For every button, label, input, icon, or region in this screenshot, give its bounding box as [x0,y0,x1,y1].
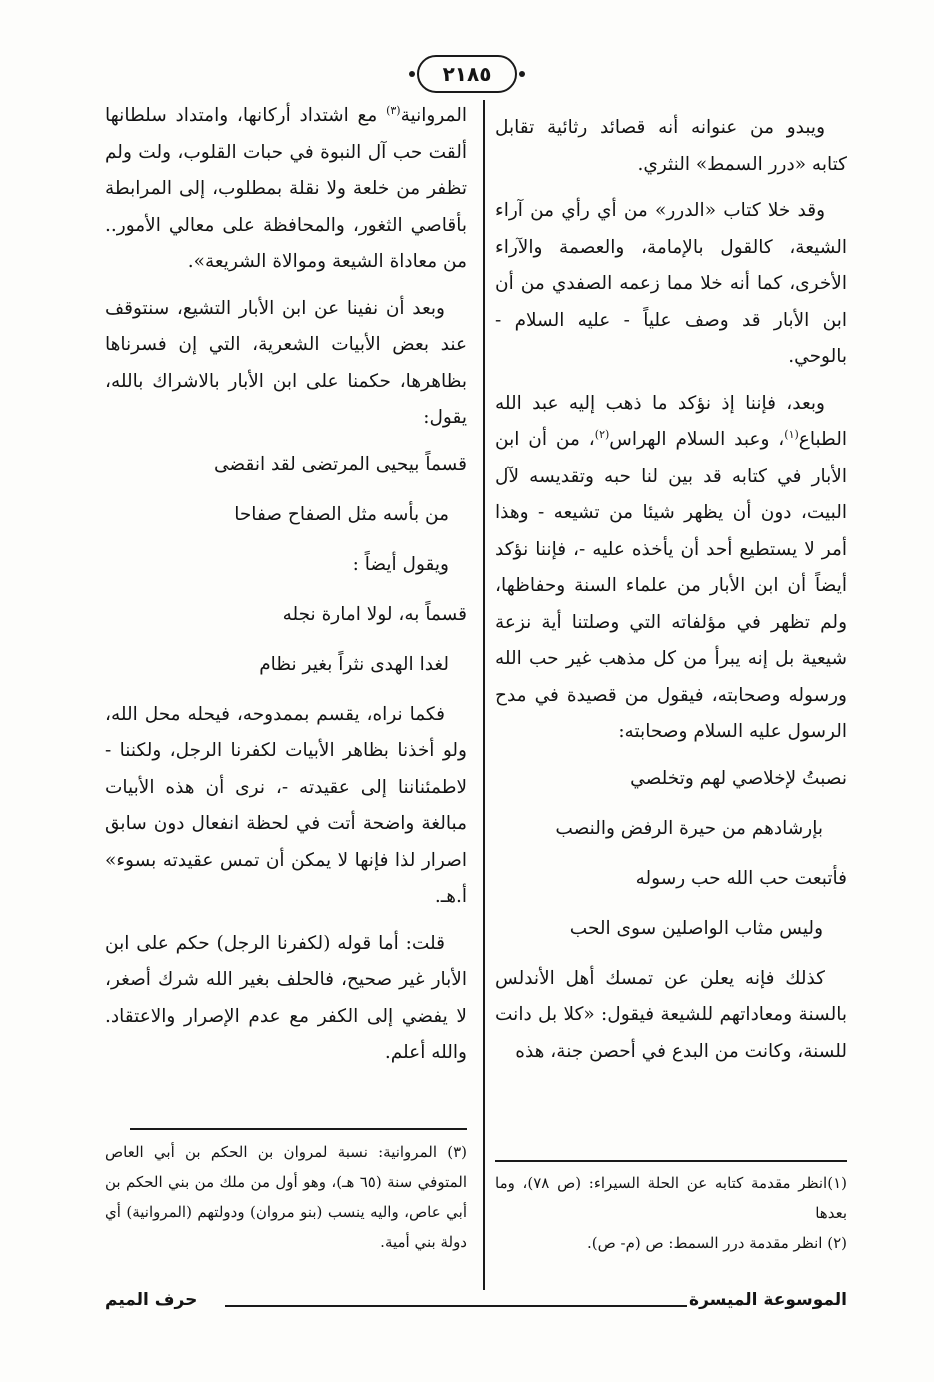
left-column [105,98,467,1082]
verse-line: وليس مثاب الواصلين سوى الحب [569,917,823,939]
column-divider [483,100,485,1290]
verse-line: بإرشادهم من حيرة الرفض والنصب [555,817,823,839]
footnotes-right [495,1168,847,1258]
running-footer [105,1290,847,1316]
paragraph-text: المروانية [400,105,467,126]
paragraph-text: وبعد، فإننا إذ نؤكد ما ذهب إليه عبد الله الطباع [495,392,847,450]
footer-encyclopedia-title: الموسوعة الميسرة [689,1290,847,1310]
verse-line: لغدا الهدى نثراً بغير نظام [259,653,449,675]
page-number-frame [417,55,517,93]
footnote-rule [130,1128,467,1130]
paragraph: فكما نراه، يقسم بممدوحه، فيحله محل الله، ولو أخذنا بظاهر الأبيات لكفرنا الرجل، ولكننا - لاطمئناننا إلى عقيدته -، نرى أن هذه الأبيات مبالغة واضحة أتت في لحظة انفعال دون سابق اصرار لذا فإنها لا يمكن أن تمس عقيدته بسوء» أ.هـ. [105,703,467,907]
footnotes-left [105,1137,467,1257]
paragraph [495,386,847,751]
verse-line: قسماً به، لولا امارة نجله [282,603,467,625]
paragraph-text: مع اشتداد أركانها، وامتداد سلطانها ألقت حب آل النبوة في حبات القلوب، ولت ولم تظفر من خلعة ولا نقلة بمطلوب، إلى المرابطة بأقاصي الثغور، والمحافظة على معالي الأمور.. من معاداة الشيعة وموالاة الشريعة». [105,105,467,272]
footnote-rule [495,1160,847,1162]
ornament-dot [519,71,525,77]
footnote-marker: (١) [784,427,799,441]
verse-line: قسماً بيحيى المرتضى لقد انقضى [214,453,467,475]
paragraph: كذلك فإنه يعلن عن تمسك أهل الأندلس بالسنة ومعاداتهم للشيعة فيقول: «كلا بل دانت للسنة، وكانت من البدع في أحصن جنة، هذه [495,967,847,1062]
paragraph-text: ، من أن ابن الأبار في كتابه قد بين لنا حبه وتقديسه لآل البيت، دون أن يظهر شيئا من تشيعه - وهذا أمر لا يستطيع أحد أن يأخذه عليه -، فإننا نؤكد أيضاً أن ابن الأبار من علماء السنة وحفاظها، ولم تظهر في مؤلفاته التي وصلتنا أية نزعة شيعية بل إنه يبرأ من كل مذهب غير حب الله ورسوله وصحابته، فيقول من قصيدة في مدح الرسول عليه السلام وصحابته: [495,429,847,742]
verse-intro: ويقول أيضاً : [352,553,449,575]
footnote: (٢) انظر مقدمة درر السمط: ص (م- ص). [587,1234,847,1252]
paragraph: وقد خلا كتاب «الدرر» من أي رأي من آراء الشيعة، كالقول بالإمامة، والعصمة والآراء الأخرى، كما أنه خلا مما زعمه الصفدي من أن ابن الأبار قد وصف علياً - عليه السلام - بالوحي. [495,200,847,367]
footnote: (١)انظر مقدمة كتابه عن الحلة السيراء: (ص ٧٨)، وما بعدها [495,1174,847,1222]
paragraph: ويبدو من عنوانه أنه قصائد رثائية تقابل كتابه «درر السمط» النثري. [495,117,847,175]
verse-line: من بأسه مثل الصفاح صفاحا [234,503,449,525]
right-column [495,110,847,1080]
paragraph: وبعد أن نفينا عن ابن الأبار التشيع، سنتوقف عند بعض الأبيات الشعرية، التي إن فسرناها بظاهرها، حكمنا على ابن الأبار بالاشراك بالله، يقول: [105,297,467,428]
footnote: (٣) المروانية: نسبة لمروان بن الحكم بن أبي العاص المتوفي سنة (٦٥ هـ)، وهو أول من ملك من بني الحكم بن أبي عاص، واليه ينسب (بنو مروان) ودولتهم (المروانية) أي دولة بني أمية. [105,1143,467,1251]
verse-line: نصبتُ لإخلاصي لهم وتخلصي [630,767,847,789]
paragraph: قلت: أما قوله (لكفرنا الرجل) حكم على ابن الأبار غير صحيح، فالحلف بغير الله شرك أصغر، لا يفضي إلى الكفر مع عدم الإصرار والاعتقاد. والله أعلم. [105,932,467,1063]
page-number: ٢١٨٥ [442,62,492,86]
paragraph [105,98,467,281]
paragraph-text: ، وعبد السلام الهراس [609,429,785,450]
verse-line: فأتبعت حب الله حب رسوله [635,867,847,889]
footnote-marker: (٣) [386,103,401,117]
footnote-marker: (٢) [594,427,610,441]
ornament-dot [409,71,415,77]
page-number-badge [417,55,517,93]
footer-rule [225,1305,687,1307]
footer-section-title: حرف الميم [105,1290,198,1310]
